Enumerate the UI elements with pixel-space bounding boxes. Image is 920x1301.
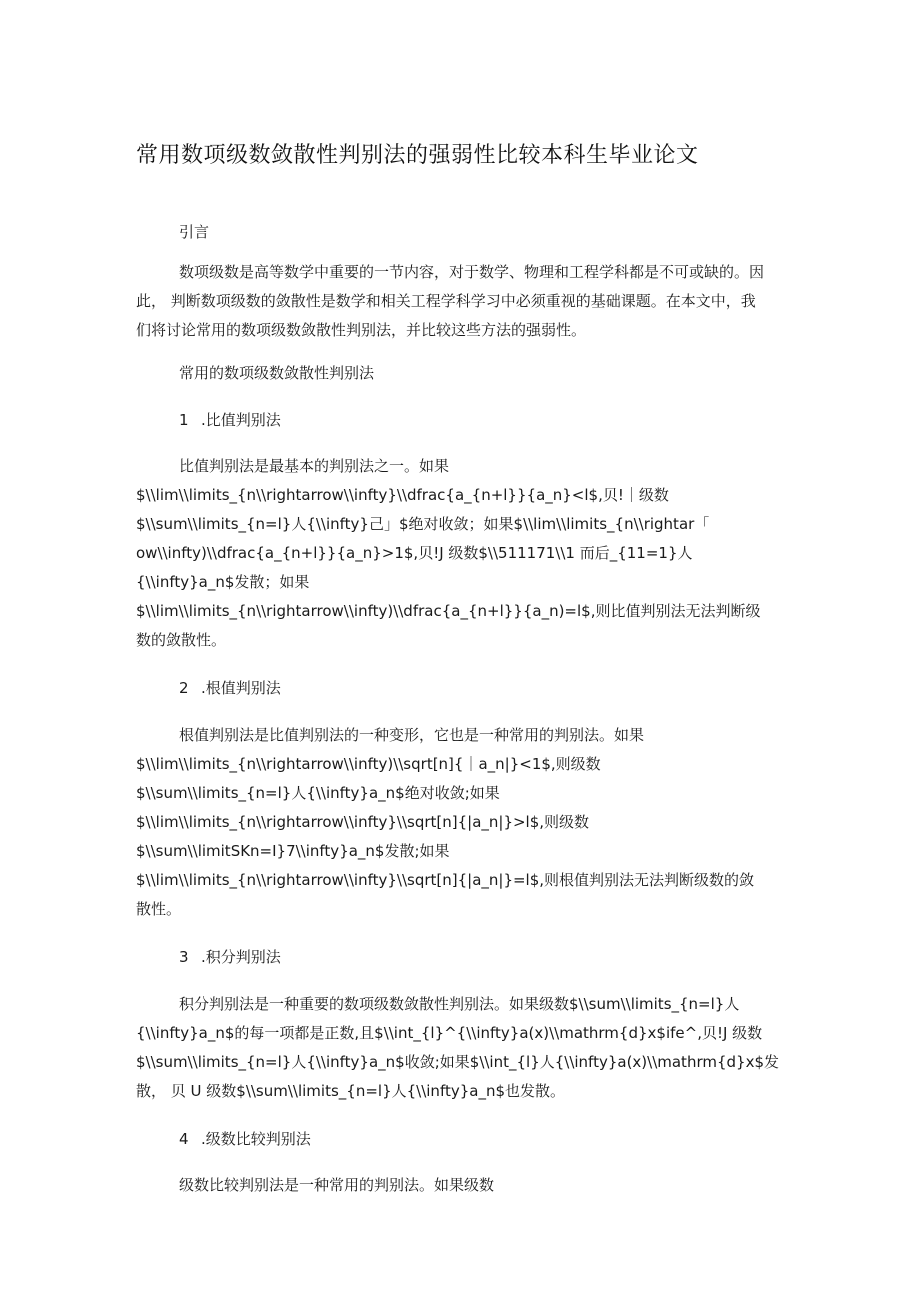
paragraph-line: {\\infty}a_n$的每一项都是正数,且$\\int_{l}^{\\infty}a(x)\\mathrm{d}x$ife^,贝!J 级数 xyxy=(136,1024,763,1042)
paragraph-line: 级数比较判别法是一种常用的判别法。如果级数 xyxy=(179,1176,495,1194)
paragraph-line: $\\sum\\limits_{n=l}人{\\infty}a_n$绝对收敛;如果 xyxy=(136,784,500,802)
paragraph-line: $\\lim\\limits_{n\\rightarrow\\infty)\\sqrt[n]{｜a_n|}<1$,则级数 xyxy=(136,755,601,773)
paragraph-line: $\\sum\\limitSKn=I}7\\infty}a_n$发散;如果 xyxy=(136,842,450,860)
intro-heading: 引言 xyxy=(179,223,210,241)
section-heading-integral-test xyxy=(136,945,831,969)
paragraph-line: 数的敛散性。 xyxy=(136,631,227,649)
paragraph-line: $\\sum\\limits_{n=l}人{\\infty}己」$绝对收敛；如果$\\lim\\limits_{n\\rightar「 xyxy=(136,515,710,533)
section-number: 4 xyxy=(179,1130,189,1148)
ratio-test-paragraph xyxy=(136,452,788,655)
paragraph-line: 此， 判断数项级数的敛散性是数学和相关工程学科学习中必须重视的基础课题。在本文中，我 xyxy=(136,292,756,310)
paragraph-line: $\\lim\\limits_{n\\rightarrow\\infty)\\dfrac{a_{n+l}}{a_n)=l$,则比值判别法无法判断级 xyxy=(136,602,761,620)
paragraph-line: 散性。 xyxy=(136,900,182,918)
paragraph-line: 比值判别法是最基本的判别法之一。如果 xyxy=(179,457,450,475)
paragraph-line: $\\sum\\limits_{n=l}人{\\infty}a_n$收敛;如果$\\int_{l}人{\\infty}a(x)\\mathrm{d}x$发 xyxy=(136,1053,779,1071)
section-title: .根值判别法 xyxy=(201,679,281,697)
section-number: 3 xyxy=(179,948,189,966)
section-heading-root-test xyxy=(136,676,831,700)
paragraph-line: 散， 贝 U 级数$\\sum\\limits_{n=l}人{\\infty}a_n$也发散。 xyxy=(136,1082,566,1100)
section-number: 2 xyxy=(179,679,189,697)
paragraph-line: $\\lim\\limits_{n\\rightarrow\\infty}\\sqrt[n]{|a_n|}>l$,则级数 xyxy=(136,813,590,831)
integral-test-paragraph xyxy=(136,990,788,1106)
section-title: .积分判别法 xyxy=(201,948,281,966)
section-title: .比值判别法 xyxy=(201,411,281,429)
paragraph-line: ow\\infty)\\dfrac{a_{n+l}}{a_n}>1$,贝!J 级数$\\511171\\1 而后_{11=1}人 xyxy=(136,544,693,562)
paragraph-line: $\\lim\\limits_{n\\rightarrow\\infty}\\dfrac{a_{n+l}}{a_n}<l$,贝!｜级数 xyxy=(136,486,669,504)
paragraph-line: 积分判别法是一种重要的数项级数敛散性判别法。如果级数$\\sum\\limits_{n=l}人 xyxy=(179,995,740,1013)
section-title: .级数比较判别法 xyxy=(201,1130,311,1148)
section-heading-comparison-test xyxy=(136,1127,831,1151)
paragraph-line: 们将讨论常用的数项级数敛散性判别法，并比较这些方法的强弱性。 xyxy=(136,321,587,339)
paragraph-line: 根值判别法是比值判别法的一种变形，它也是一种常用的判别法。如果 xyxy=(179,726,645,744)
paragraph-line: $\\lim\\limits_{n\\rightarrow\\infty}\\sqrt[n]{|a_n|}=l$,则根值判别法无法判断级数的敛 xyxy=(136,871,755,889)
comparison-test-paragraph xyxy=(136,1171,788,1200)
methods-heading: 常用的数项级数敛散性判别法 xyxy=(179,364,375,382)
document-title: 常用数项级数敛散性判别法的强弱性比较本科生毕业论文 xyxy=(136,143,699,168)
paragraph-line: {\\infty}a_n$发散；如果 xyxy=(136,573,310,591)
section-heading-ratio-test xyxy=(136,408,831,432)
section-number: 1 xyxy=(179,411,189,429)
root-test-paragraph xyxy=(136,721,788,924)
paragraph-line: 数项级数是高等数学中重要的一节内容，对于数学、物理和工程学科都是不可或缺的。因 xyxy=(179,263,765,281)
intro-paragraph xyxy=(136,258,788,345)
